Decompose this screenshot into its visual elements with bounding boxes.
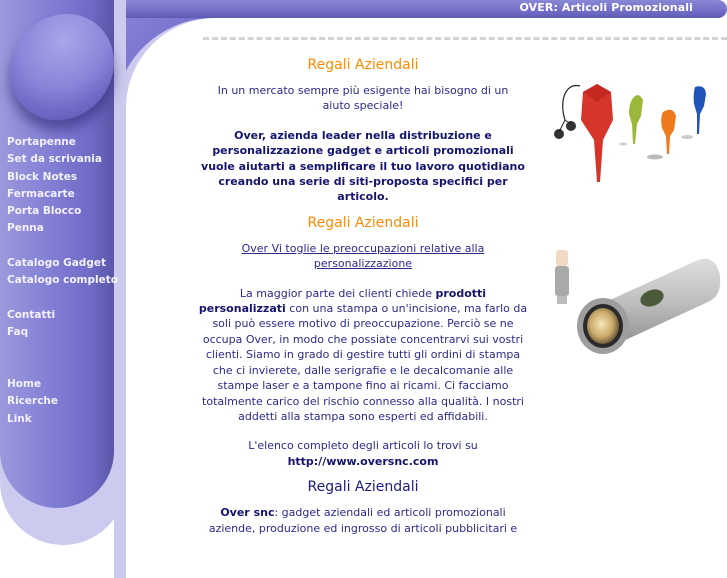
nav-faq[interactable]: Faq xyxy=(7,326,29,339)
personalization-paragraph: La maggior parte dei clienti chiede prodotti personalizzati con una stampa o un'incisione, ma farlo da soli può essere motivo di preoccupazione. Perciò se ne occupa Over, in modo che possiate concentrarvi sui vostri clienti. Siamo in grado di gestire tutti gli ordini di stampa che ci invierete, dalle serigrafie e le decalcomanie alle stampe laser e a tampone fino ai ricami. Ci facciamo totalmente carico del rischio connesso alla qualità. I nostri addetti alla stampa sono esperti ed affidabili. xyxy=(198,286,528,423)
nav-spacer xyxy=(7,359,118,376)
catalog-text: L'elenco completo degli articoli lo trovi su xyxy=(248,439,478,453)
nav-catalogo-completo[interactable]: Catalogo completo xyxy=(7,274,118,287)
site-title: OVER: Articoli Promozionali xyxy=(519,1,693,14)
nav-penna[interactable]: Penna xyxy=(7,222,44,235)
nav-portapenne[interactable]: Portapenne xyxy=(7,136,76,148)
section-heading: Regali Aziendali xyxy=(307,57,419,73)
nav-set-da-scrivania[interactable]: Set da scrivania xyxy=(7,153,102,166)
nav-home[interactable]: Home xyxy=(7,378,42,391)
nav-porta-blocco[interactable]: Porta Blocco xyxy=(7,205,82,218)
product-image-flashlight xyxy=(548,240,723,355)
nav-fermacarte[interactable]: Fermacarte xyxy=(7,187,75,200)
personalization-link[interactable]: Over Vi toglie le preoccupazioni relative alla personalizzazione xyxy=(241,241,485,271)
nav-catalogo-gadget[interactable]: Catalogo Gadget xyxy=(7,257,106,270)
section-heading: Regali Aziendali xyxy=(307,479,419,496)
section-heading: Regali Aziendali xyxy=(307,214,419,231)
nav-ricerche[interactable]: Ricerche xyxy=(7,395,59,408)
company-description: Over, azienda leader nella distribuzione e personalizzazione gadget e articoli promozionali vuole aiutarti a semplificare il tuo lavoro quotidiano creando una serie di siti-proposta specifici per articolo. xyxy=(201,128,525,204)
nav-spacer xyxy=(7,290,118,307)
nav-contatti[interactable]: Contatti xyxy=(7,308,56,321)
nav-spacer xyxy=(7,342,118,359)
catalog-url-link[interactable]: http://www.oversnc.com xyxy=(287,454,439,468)
company-summary: Over snc: gadget aziendali ed articoli promozionali aziende, produzione ed ingrosso di articoli pubblicitari e xyxy=(208,506,518,535)
nav-block-notes[interactable]: Block Notes xyxy=(7,170,78,183)
nav-spacer xyxy=(7,238,118,255)
nav-link[interactable]: Link xyxy=(7,412,32,425)
sidebar-nav xyxy=(7,134,118,428)
intro-text: In un mercato sempre più esigente hai bisogno di un aiuto speciale! xyxy=(217,84,509,113)
main-content xyxy=(196,55,530,536)
dashed-divider xyxy=(203,37,727,40)
product-image-mp3-players xyxy=(545,82,715,192)
